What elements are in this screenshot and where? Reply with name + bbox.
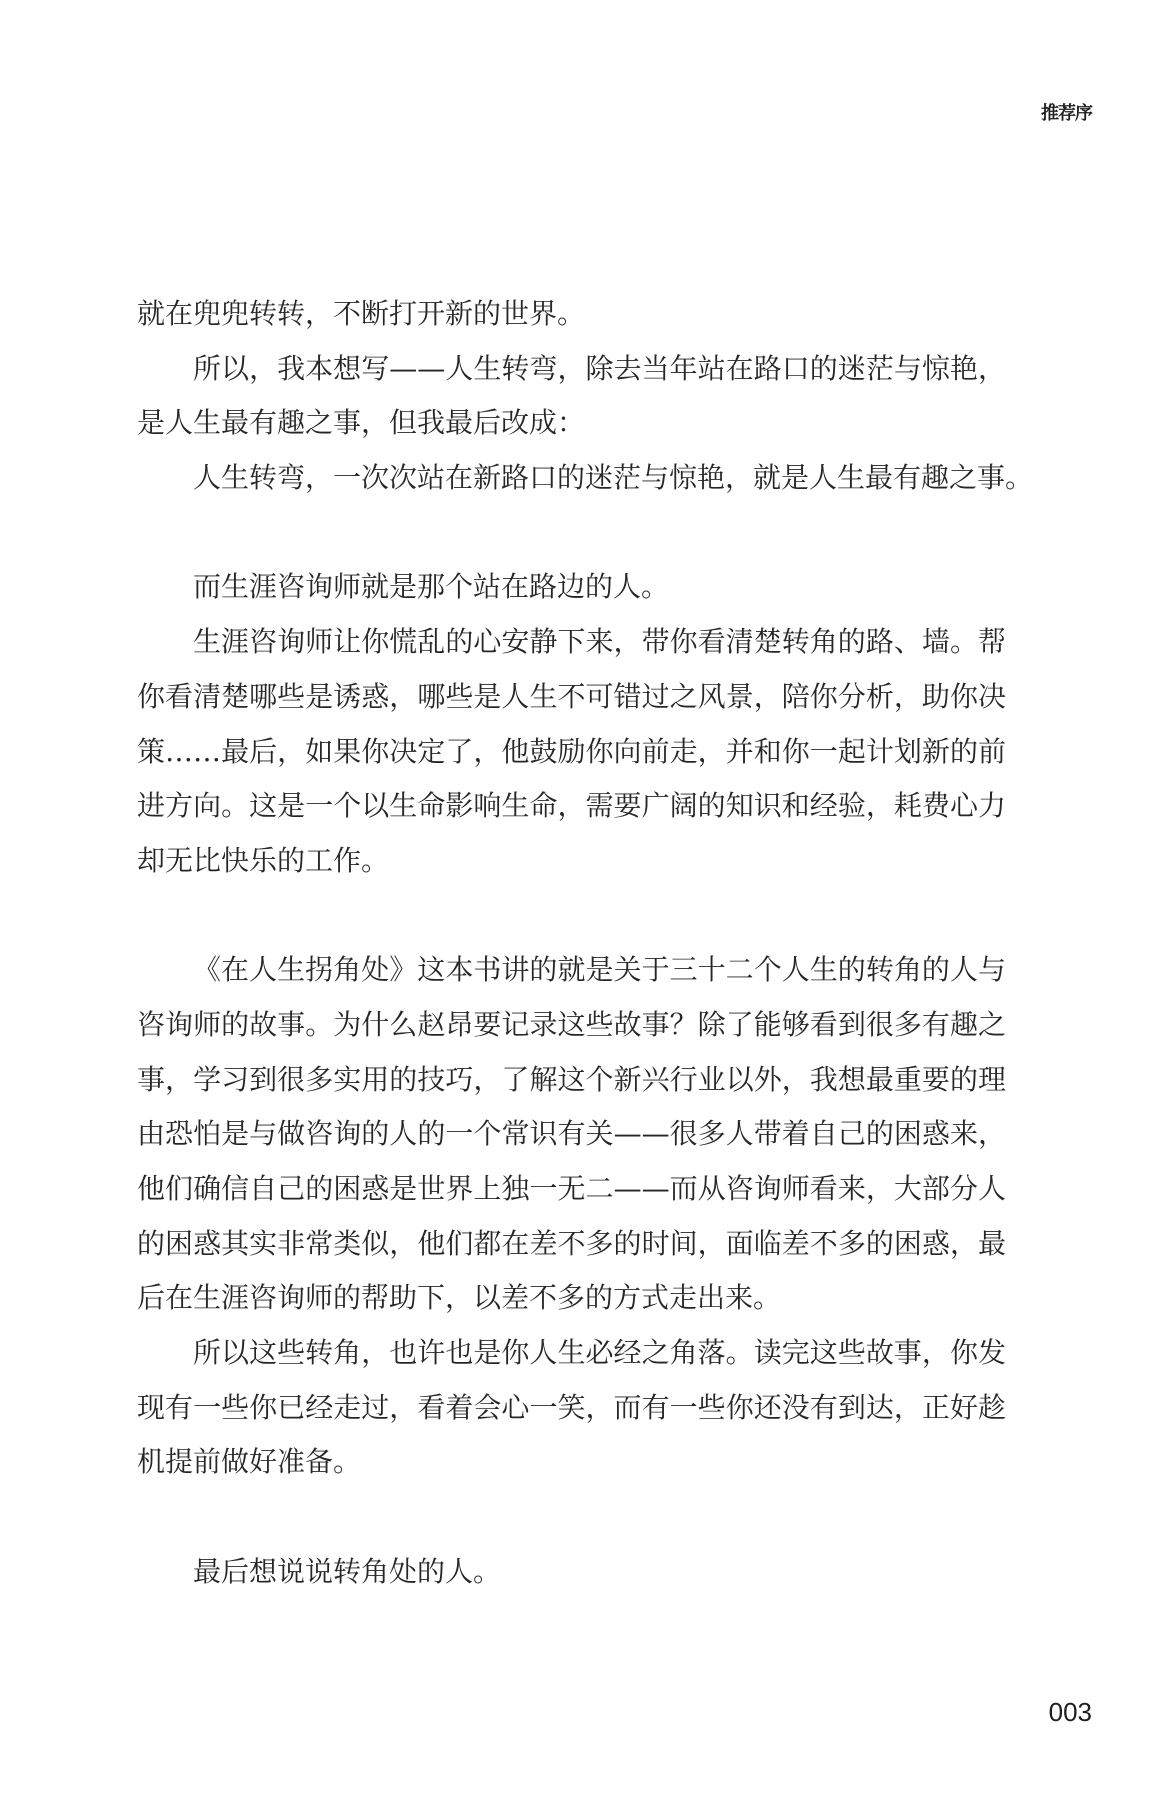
text-line: 机提前做好准备。 [137,1445,362,1479]
text-line: 却无比快乐的工作。 [137,843,390,877]
text-line: 的困惑其实非常类似，他们都在差不多的时间，面临差不多的困惑，最 [137,1226,1006,1260]
paragraph [137,342,1006,451]
text-line: 所以，我本想写——人生转弯，除去当年站在路口的迷茫与惊艳， [193,351,1006,385]
paragraph [137,1545,1006,1600]
running-header: 推荐序 [1041,103,1092,124]
text-line: 最后想说说转角处的人。 [193,1554,502,1588]
text-line: 人生转弯，一次次站在新路口的迷茫与惊艳，就是人生最有趣之事。 [193,461,1034,495]
text-line: 现有一些你已经走过，看着会心一笑，而有一些你还没有到达，正好趁 [137,1390,1006,1424]
text-line: 他们确信自己的困惑是世界上独一无二——而从咨询师看来，大部分人 [137,1172,1006,1205]
paragraph [137,287,1006,342]
paragraph [137,451,1034,506]
paragraph [137,615,1006,888]
text-line: 咨询师的故事。为什么赵昂要记录这些故事？除了能够看到很多有趣之 [137,1007,1006,1041]
paragraph [137,943,1006,1326]
body-text [137,287,1034,1600]
text-line: 后在生涯咨询师的帮助下，以差不多的方式走出来。 [137,1281,782,1315]
paragraph [137,560,1006,615]
text-line: 进方向。这是一个以生命影响生命，需要广阔的知识和经验，耗费心力 [137,789,1006,823]
text-line: 而生涯咨询师就是那个站在路边的人。 [193,570,670,604]
text-line: 《在人生拐角处》这本书讲的就是关于三十二个人生的转角的人与 [193,953,1006,987]
page-number: 003 [1048,1697,1092,1727]
text-line: 策……最后，如果你决定了，他鼓励你向前走，并和你一起计划新的前 [137,734,1006,768]
text-line: 由恐怕是与做咨询的人的一个常识有关——很多人带着自己的困惑来， [137,1117,1006,1151]
text-line: 所以这些转角，也许也是你人生必经之角落。读完这些故事，你发 [193,1336,1006,1370]
text-line: 是人生最有趣之事，但我最后改成： [137,406,586,440]
text-line: 就在兜兜转转，不断打开新的世界。 [137,297,586,330]
text-line: 事，学习到很多实用的技巧，了解这个新兴行业以外，我想最重要的理 [137,1062,1006,1096]
paragraph [137,1326,1006,1490]
text-line: 你看清楚哪些是诱惑，哪些是人生不可错过之风景，陪你分析，助你决 [137,679,1006,713]
text-line: 生涯咨询师让你慌乱的心安静下来，带你看清楚转角的路、墙。帮 [193,625,1006,659]
